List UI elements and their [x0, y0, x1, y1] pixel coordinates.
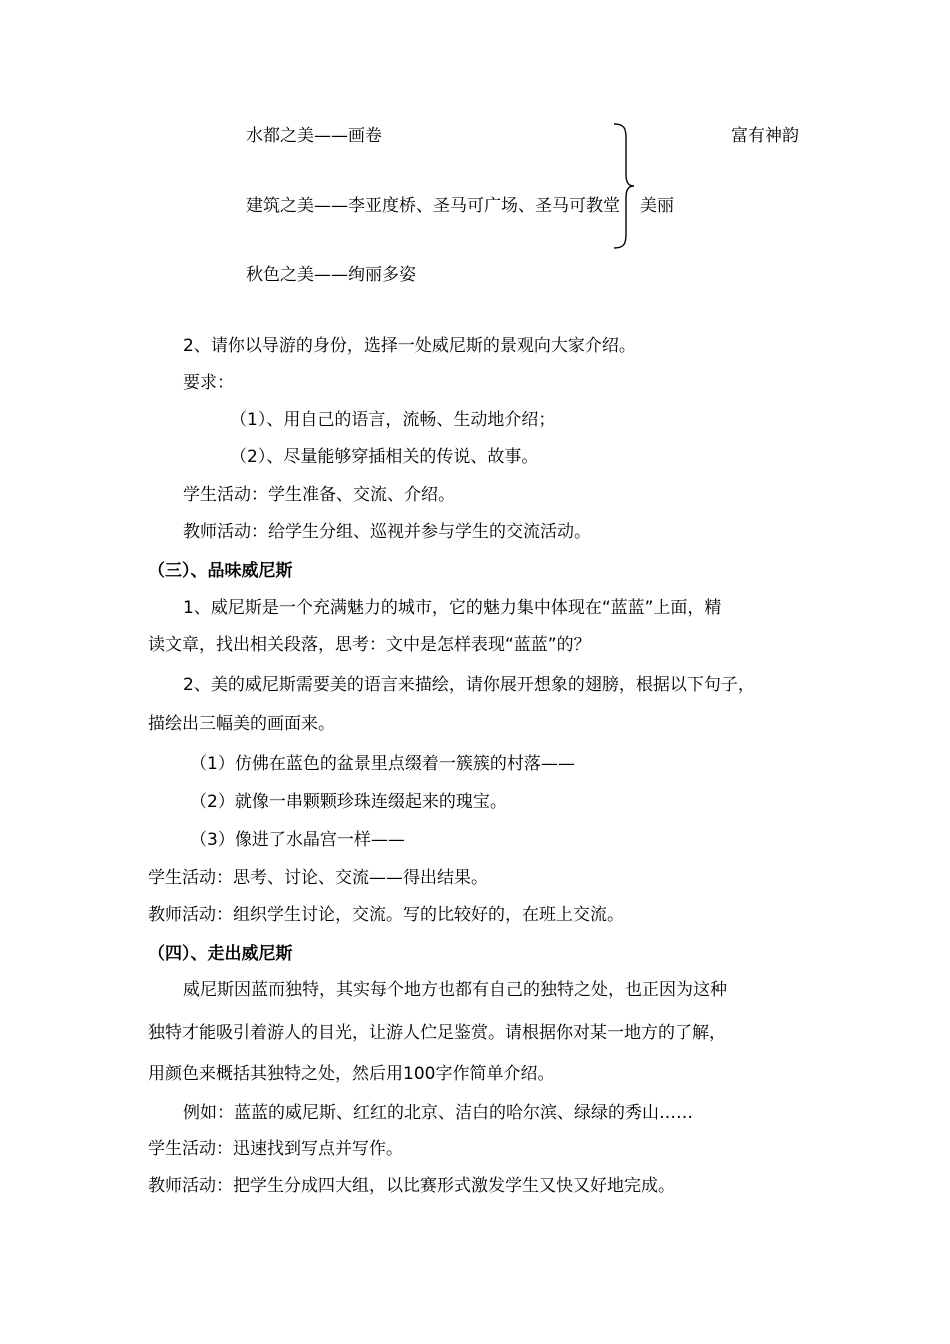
task2-prompt: 2、请你以导游的身份，选择一处威尼斯的景观向大家介绍。: [183, 336, 636, 356]
question-1-line-1: 1、威尼斯是一个充满魅力的城市，它的魅力集中体现在“蓝蓝”上面，精: [183, 598, 722, 618]
teacher-activity: 教师活动：组织学生讨论，交流。写的比较好的，在班上交流。: [148, 905, 624, 925]
student-activity: 学生活动：学生准备、交流、介绍。: [183, 485, 455, 505]
question-1-line-2: 读文章，找出相关段落，思考：文中是怎样表现“蓝蓝”的？: [148, 635, 591, 655]
requirement-1: （1）、用自己的语言，流畅、生动地介绍；: [230, 410, 556, 430]
example-line: 例如：蓝蓝的威尼斯、红红的北京、洁白的哈尔滨、绿绿的秀山……: [183, 1103, 693, 1123]
paragraph-line-3: 用颜色来概括其独特之处，然后用100字作简单介绍。: [148, 1064, 555, 1084]
curly-brace-icon: [612, 122, 636, 250]
water-city-beauty: 水都之美——画卷: [246, 126, 382, 146]
student-activity: 学生活动：迅速找到写点并写作。: [148, 1139, 403, 1159]
teacher-activity: 教师活动：把学生分成四大组，以比赛形式激发学生又快又好地完成。: [148, 1176, 675, 1196]
teacher-activity: 教师活动：给学生分组、巡视并参与学生的交流活动。: [183, 522, 591, 542]
section-4-heading: （四）、走出威尼斯: [148, 944, 293, 964]
question-2-line-1: 2、美的威尼斯需要美的语言来描绘，请你展开想象的翅膀，根据以下句子，: [183, 675, 755, 695]
architecture-beauty: 建筑之美——李亚度桥、圣马可广场、圣马可教堂: [246, 196, 620, 216]
question-2-line-2: 描绘出三幅美的画面来。: [148, 714, 335, 734]
sentence-2: （2）就像一串颗颗珍珠连缀起来的瑰宝。: [190, 792, 507, 812]
section-3-heading: （三）、品味威尼斯: [148, 561, 293, 581]
student-activity: 学生活动：思考、讨论、交流——得出结果。: [148, 868, 488, 888]
requirement-2: （2）、尽量能够穿插相关的传说、故事。: [230, 447, 539, 467]
autumn-beauty: 秋色之美——绚丽多姿: [246, 265, 416, 285]
beautiful-label: 美丽: [640, 196, 674, 216]
sentence-3: （3）像进了水晶宫一样——: [190, 830, 405, 850]
paragraph-line-2: 独特才能吸引着游人的目光，让游人伫足鉴赏。请根据你对某一地方的了解，: [148, 1023, 726, 1043]
charm-label: 富有神韵: [731, 126, 799, 146]
requirements-label: 要求：: [183, 373, 234, 393]
paragraph-line-1: 威尼斯因蓝而独特，其实每个地方也都有自己的独特之处，也正因为这种: [183, 980, 727, 1000]
sentence-1: （1）仿佛在蓝色的盆景里点缀着一簇簇的村落——: [190, 754, 575, 774]
